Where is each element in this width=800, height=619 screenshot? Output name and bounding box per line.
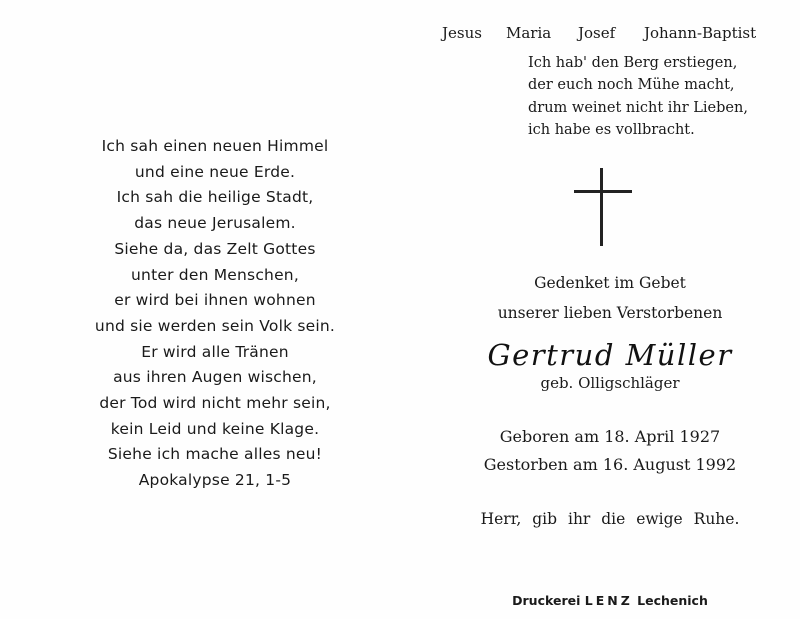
deceased-name: Gertrud Müller — [487, 338, 733, 372]
verse-line: das neue Jerusalem. — [134, 214, 296, 233]
verse-line: Ich sah einen neuen Himmel — [101, 137, 329, 155]
poem-line: drum weinet nicht ihr Lieben, — [528, 99, 748, 116]
verse-line: Siehe da, das Zelt Gottes — [114, 239, 316, 258]
bible-verse — [30, 134, 400, 494]
remembrance-line: Gedenket im Gebet — [534, 274, 686, 292]
life-dates — [470, 423, 750, 479]
birth-date: Geboren am 18. April 1927 — [499, 427, 721, 446]
printer-prefix: Druckerei — [512, 593, 581, 608]
verse-line: Ich sah die heilige Stadt, — [116, 188, 314, 207]
closing-prayer: Herr, gib ihr die ewige Ruhe. — [480, 510, 740, 528]
printer-suffix: Lechenich — [637, 593, 708, 608]
cross-icon — [570, 168, 634, 248]
death-date: Gestorben am 16. August 1992 — [483, 455, 737, 474]
printer-imprint — [460, 593, 760, 608]
verse-line: und sie werden sein Volk sein. — [94, 316, 336, 335]
holy-name: Maria — [506, 24, 552, 42]
holy-name: Josef — [578, 24, 616, 42]
poem — [528, 52, 768, 141]
holy-name: Jesus — [442, 24, 482, 42]
poem-line: ich habe es vollbracht. — [528, 121, 695, 138]
verse-line: und eine neue Erde. — [134, 162, 296, 181]
verse-line: er wird bei ihnen wohnen — [114, 291, 316, 310]
holy-name: Johann-Baptist — [644, 24, 757, 42]
verse-line: der Tod wird nicht mehr sein, — [99, 394, 331, 413]
remembrance-line: unserer lieben Verstorbenen — [497, 304, 723, 322]
verse-reference: Apokalypse 21, 1-5 — [138, 471, 292, 490]
remembrance-text — [470, 268, 750, 328]
verse-line: unter den Menschen, — [131, 265, 299, 284]
verse-line: aus ihren Augen wischen, — [113, 368, 317, 387]
poem-line: Ich hab' den Berg erstiegen, — [528, 55, 738, 71]
verse-line: Siehe ich mache alles neu! — [107, 445, 323, 464]
verse-line: Er wird alle Tränen — [141, 342, 289, 361]
printer-name: LENZ — [584, 593, 633, 608]
birth-name: geb. Olligschläger — [540, 374, 680, 392]
verse-line: kein Leid und keine Klage. — [110, 419, 320, 438]
poem-line: der euch noch Mühe macht, — [528, 77, 735, 94]
